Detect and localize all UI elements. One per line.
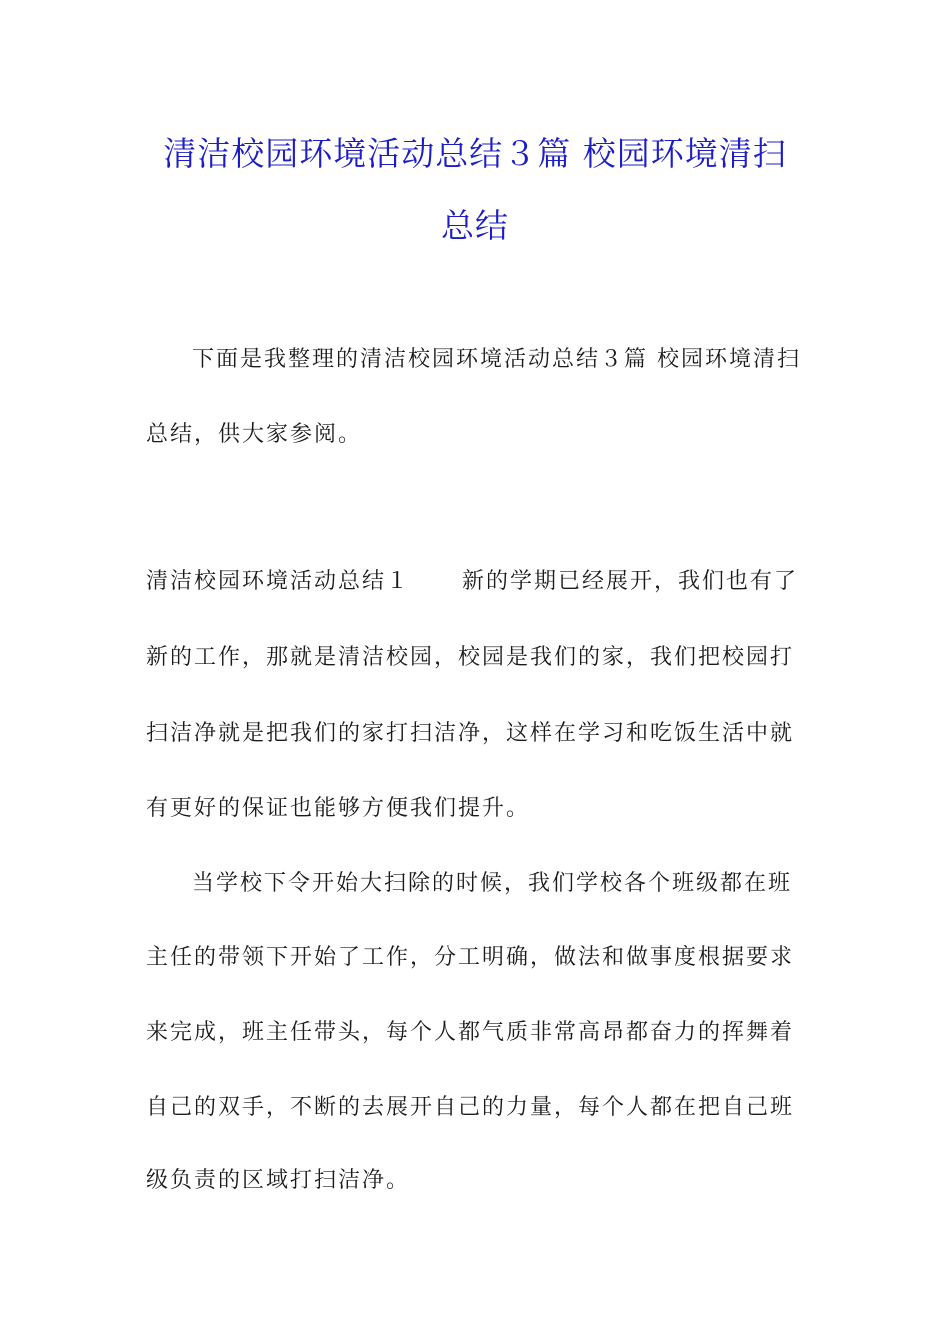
- paragraph-2-line-5: 级负责的区域打扫洁净。: [146, 1168, 411, 1193]
- paragraph-2-line-1: 当学校下令开始大扫除的时候，我们学校各个班级都在班: [192, 871, 793, 896]
- document-title-line-1: 清洁校园环境活动总结３篇 校园环境清扫: [163, 134, 787, 173]
- intro-line-2: 总结，供大家参阅。: [146, 422, 363, 447]
- paragraph-2-line-4: 自己的双手，不断的去展开自己的力量，每个人都在把自己班: [146, 1095, 795, 1120]
- section-1-line-3: 扫洁净就是把我们的家打扫洁净，这样在学习和吃饭生活中就: [146, 721, 795, 746]
- intro-line-1: 下面是我整理的清洁校园环境活动总结３篇 校园环境清扫: [192, 347, 801, 372]
- section-1-heading: 清洁校园环境活动总结１: [146, 569, 411, 594]
- document-title-line-2: 总结: [441, 206, 509, 245]
- section-1-line-2: 新的工作，那就是清洁校园，校园是我们的家，我们把校园打: [146, 645, 795, 670]
- section-1-line-1: 新的学期已经展开，我们也有了: [462, 569, 799, 594]
- paragraph-2-line-2: 主任的带领下开始了工作，分工明确，做法和做事度根据要求: [146, 945, 795, 970]
- section-1-line-4: 有更好的保证也能够方便我们提升。: [146, 796, 531, 821]
- section-1-first-line: [146, 567, 798, 597]
- paragraph-2-line-3: 来完成，班主任带头，每个人都气质非常高昂都奋力的挥舞着: [146, 1020, 795, 1045]
